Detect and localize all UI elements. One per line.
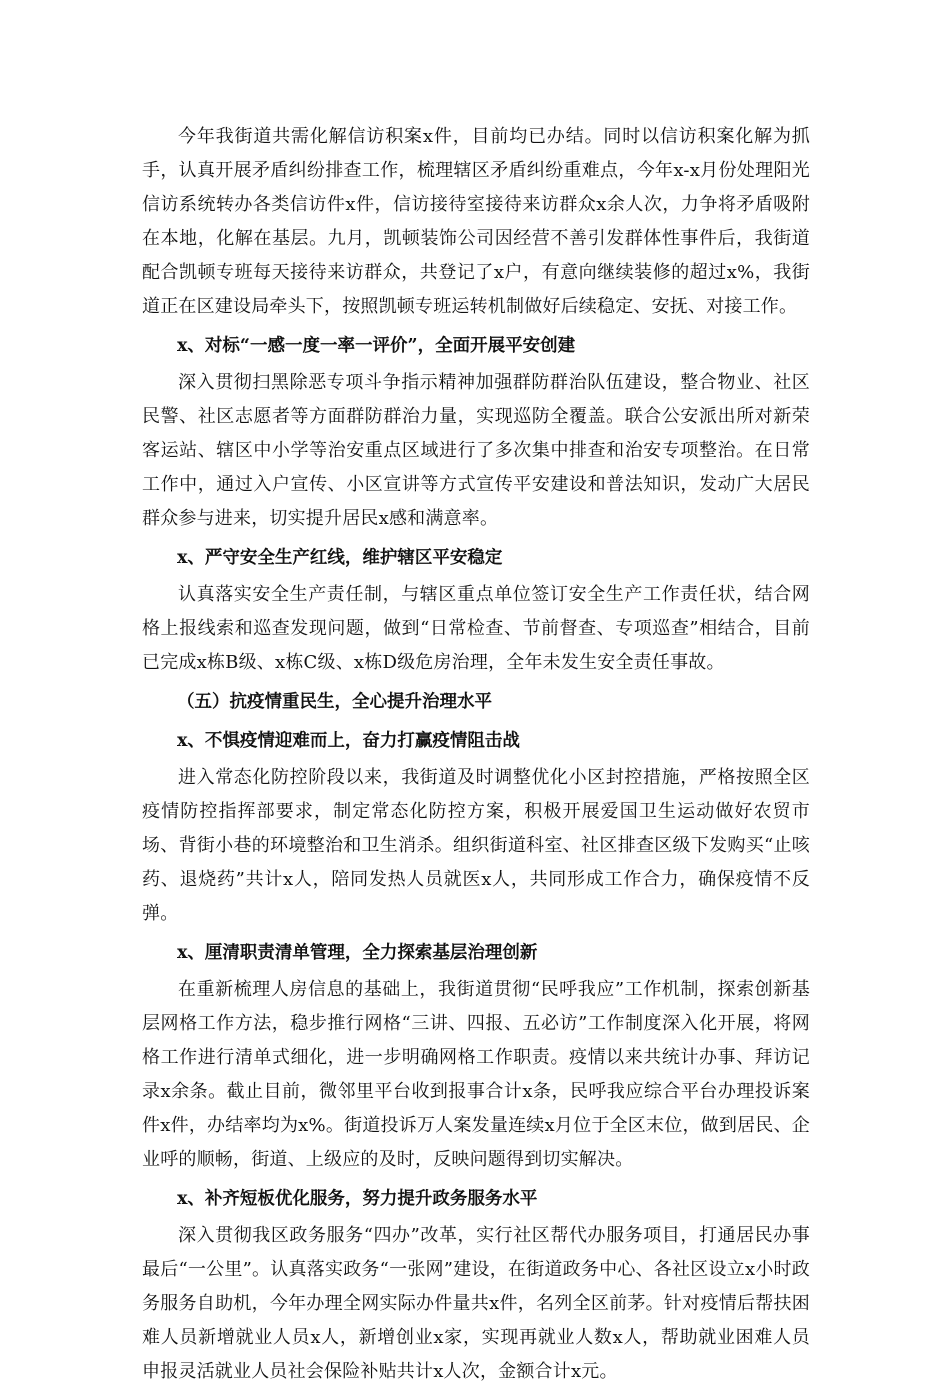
heading-grassroots-governance: x、厘清职责清单管理，全力探索基层治理创新 xyxy=(177,943,538,963)
heading-safety-creation: x、对标“一感一度一率一评价”，全面开展平安创建 xyxy=(177,336,576,356)
heading-production-safety: x、严守安全生产红线，维护辖区平安稳定 xyxy=(177,548,503,568)
paragraph-safety-creation: 深入贯彻扫黑除恶专项斗争指示精神加强群防群治队伍建设，整合物业、社区民警、社区志愿者等方面群防群治力量，实现巡防全覆盖。联合公安派出所对新荣客运站、辖区中小学等治安重点区域进行了多次集中排查和治安专项整治。在日常工作中，通过入户宣传、小区宣讲等方式宣传平安建设和普法知识，发动广大居民群众参与进来，切实提升居民x感和满意率。 xyxy=(142,372,810,529)
paragraph-petition-resolution: 今年我街道共需化解信访积案x件，目前均已办结。同时以信访积案化解为抓手，认真开展矛盾纠纷排查工作，梳理辖区矛盾纠纷重难点，今年x-x月份处理阳光信访系统转办各类信访件x件，信访接待室接待来访群众x余人次，力争将矛盾吸附在本地，化解在基层。九月，凯顿装饰公司因经营不善引发群体性事件后，我街道配合凯顿专班每天接待来访群众，共登记了x户，有意向继续装修的超过x%，我街道正在区建设局牵头下，按照凯顿专班运转机制做好后续稳定、安抚、对接工作。 xyxy=(142,126,810,317)
heading-government-services: x、补齐短板优化服务，努力提升政务服务水平 xyxy=(177,1189,538,1209)
paragraph-government-services: 深入贯彻我区政务服务“四办”改革，实行社区帮代办服务项目，打通居民办事最后“一公里”。认真落实政务“一张网”建设，在街道政务中心、各社区设立x小时政务服务自助机，今年办理全网实际办件量共x件，名列全区前茅。针对疫情后帮扶困难人员新增就业人员x人，新增创业x家，实现再就业人数x人，帮助就业困难人员申报灵活就业人员社会保险补贴共计x人次，金额合计x元。 xyxy=(142,1225,810,1382)
paragraph-production-safety: 认真落实安全生产责任制，与辖区重点单位签订安全生产工作责任状，结合网格上报线索和巡查发现问题，做到“日常检查、节前督查、专项巡查”相结合，目前已完成x栋B级、x栋C级、x栋D级危房治理，全年未发生安全责任事故。 xyxy=(142,584,810,673)
heading-epidemic: x、不惧疫情迎难而上，奋力打赢疫情阻击战 xyxy=(177,731,520,751)
section-heading-five: （五）抗疫情重民生，全心提升治理水平 xyxy=(177,692,492,712)
paragraph-epidemic: 进入常态化防控阶段以来，我街道及时调整优化小区封控措施，严格按照全区疫情防控指挥部要求，制定常态化防控方案，积极开展爱国卫生运动做好农贸市场、背街小巷的环境整治和卫生消杀。组织街道科室、社区排查区级下发购买“止咳药、退烧药”共计x人，陪同发热人员就医x人，共同形成工作合力，确保疫情不反弹。 xyxy=(142,767,810,924)
paragraph-grassroots-governance: 在重新梳理人房信息的基础上，我街道贯彻“民呼我应”工作机制，探索创新基层网格工作方法，稳步推行网格“三讲、四报、五必访”工作制度深入化开展，将网格工作进行清单式细化，进一步明确网格工作职责。疫情以来共统计办事、拜访记录x余条。截止目前，微邻里平台收到报事合计x条，民呼我应综合平台办理投诉案件x件，办结率均为x%。街道投诉万人案发量连续x月位于全区末位，做到居民、企业呼的顺畅，街道、上级应的及时，反映问题得到切实解决。 xyxy=(142,979,810,1170)
document-body xyxy=(142,120,810,1389)
